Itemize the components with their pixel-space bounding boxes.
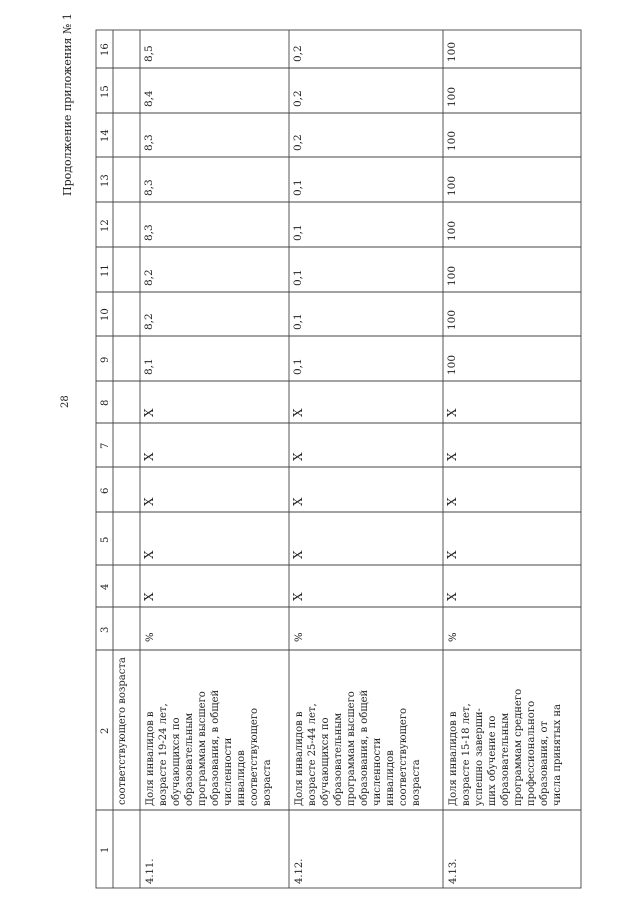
description-line: программам среднего [513, 688, 524, 806]
value-cell: 100 [446, 354, 458, 375]
column-header-11: 11 [100, 263, 111, 277]
row-description [293, 690, 423, 806]
description-line: Доля инвалидов в [448, 711, 459, 806]
value-mark: X [445, 497, 459, 506]
column-header-7: 7 [100, 442, 111, 449]
row-id: 4.12. [294, 858, 305, 884]
row-id: 4.13. [448, 858, 459, 884]
description-line: образования, в общей [359, 689, 370, 806]
description-line: успешно заверши- [474, 708, 485, 806]
value-cell: 0,1 [292, 358, 304, 375]
description-line: Доля инвалидов в [294, 711, 305, 806]
column-header-13: 13 [100, 173, 111, 187]
value-cell: 8,3 [143, 224, 155, 241]
description-line: Доля инвалидов в [145, 711, 156, 806]
value-cell: 100 [446, 86, 458, 107]
description-line: образовательным [500, 712, 511, 806]
value-cell: 8,3 [143, 134, 155, 151]
value-cell: 8,2 [143, 313, 155, 330]
column-header-16: 16 [100, 43, 111, 56]
description-line: профессионального [526, 700, 537, 806]
value-cell: 100 [446, 175, 458, 196]
description-line: инвалидов [236, 750, 247, 806]
description-line: программам высшего [346, 691, 357, 806]
value-mark: X [142, 408, 156, 417]
description-line: инвалидов [385, 750, 396, 806]
value-cell: 0,1 [292, 179, 304, 196]
description-line: образовательным [333, 712, 344, 806]
value-mark: X [291, 408, 305, 417]
value-cell: 8,4 [143, 90, 155, 107]
column-header-8: 8 [100, 399, 111, 406]
description-line: численности [223, 737, 234, 806]
description-line: возраста [411, 759, 422, 806]
value-cell: 100 [446, 130, 458, 151]
description-line: обучающихся по [171, 717, 182, 806]
column-header-9: 9 [100, 356, 111, 363]
description-line: возрасте 25-44 лет, [307, 703, 318, 806]
description-line: возраста [262, 759, 273, 806]
description-line: обучающихся по [320, 717, 331, 806]
description-line: программам высшего [197, 691, 208, 806]
row-unit: % [294, 632, 305, 642]
description-line: ших обучение по [487, 715, 498, 806]
value-cell: 100 [446, 41, 458, 62]
value-mark: X [445, 408, 459, 417]
column-header-2: 2 [100, 727, 111, 734]
value-cell: 0,1 [292, 269, 304, 286]
column-header-3: 3 [100, 626, 111, 633]
value-cell: 100 [446, 265, 458, 286]
value-cell: 0,1 [292, 313, 304, 330]
row-description [144, 690, 274, 806]
column-header-4: 4 [100, 583, 111, 590]
column-header-6: 6 [100, 487, 111, 494]
value-cell: 100 [446, 309, 458, 330]
column-header-14: 14 [100, 129, 111, 142]
row-id: 4.11. [145, 858, 156, 884]
value-mark: X [291, 550, 305, 559]
value-cell: 0,2 [292, 90, 304, 107]
value-mark: X [291, 592, 305, 601]
column-header-10: 10 [100, 308, 111, 321]
continuation-text: соответствующего возраста [117, 657, 128, 805]
value-cell: 8,1 [143, 358, 155, 375]
value-cell: 8,3 [143, 179, 155, 196]
value-mark: X [142, 452, 156, 461]
value-mark: X [445, 592, 459, 601]
value-cell: 0,2 [292, 134, 304, 151]
row-unit: % [448, 632, 459, 642]
value-cell: 8,5 [143, 45, 155, 62]
description-line: соответствующего [249, 707, 260, 806]
value-mark: X [445, 452, 459, 461]
value-mark: X [142, 592, 156, 601]
column-header-5: 5 [100, 536, 111, 543]
description-line: образования, в общей [210, 689, 221, 806]
value-mark: X [142, 497, 156, 506]
value-cell: 8,2 [143, 269, 155, 286]
value-mark: X [291, 452, 305, 461]
column-header-12: 12 [100, 218, 111, 232]
description-line: числа принятых на [552, 703, 563, 806]
description-line: соответствующего [398, 707, 409, 806]
row-unit: % [145, 632, 156, 642]
column-header-1: 1 [100, 846, 111, 853]
description-line: образовательным [184, 712, 195, 806]
description-line: образования, от [539, 720, 550, 806]
value-cell: 0,1 [292, 224, 304, 241]
description-line: возрасте 19-24 лет, [158, 703, 169, 806]
column-header-15: 15 [100, 84, 111, 98]
value-mark: X [291, 497, 305, 506]
page-number: 28 [60, 395, 71, 408]
row-description [447, 689, 564, 806]
value-mark: X [445, 550, 459, 559]
value-mark: X [142, 550, 156, 559]
value-cell: 0,2 [292, 45, 304, 62]
description-line: численности [372, 737, 383, 806]
value-cell: 100 [446, 220, 458, 241]
appendix-title: Продолжение приложения № 1 [61, 13, 74, 196]
description-line: возрасте 15-18 лет, [461, 703, 472, 806]
